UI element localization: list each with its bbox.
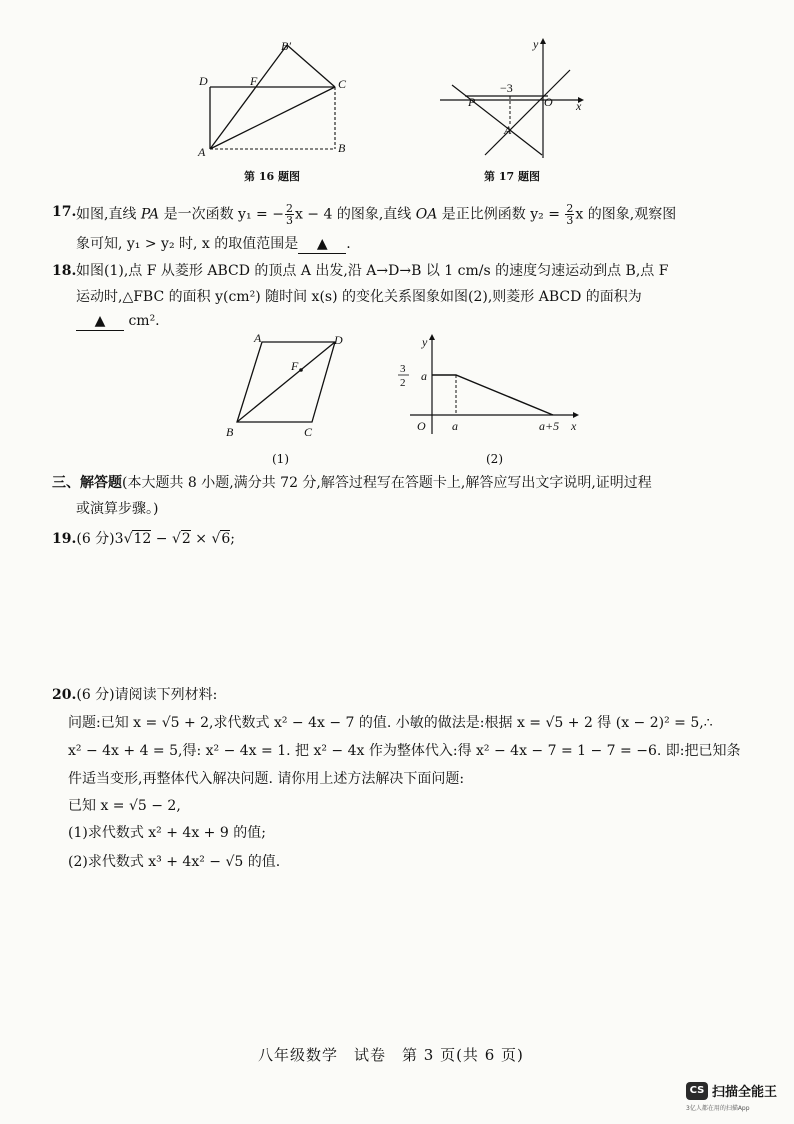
fig18-2-label-a-y: a: [421, 369, 427, 383]
fig18-1-label-B: B: [226, 425, 234, 439]
fig18-1-label-D: D: [334, 333, 343, 347]
page-footer: 八年级数学 试卷 第 3 页(共 6 页): [258, 1046, 524, 1064]
section3-line2: 或演算步骤。): [76, 501, 159, 517]
fig18-2-x-arrow: [573, 412, 579, 418]
figure-18-2: [395, 330, 595, 440]
q19: 19.(6 分)3√12 − √2 × √6;: [52, 531, 235, 547]
q20-para-1: 问题:已知 x = √5 + 2,求代数式 x² − 4x − 7 的值. 小敏的做法是:根据 x = √5 + 2 得 (x − 2)² = 5,∴: [68, 715, 713, 731]
q19-radicand-2: 2: [181, 531, 191, 547]
q17-text-line2: 象可知, y₁ > y₂ 时, x 的取值范围是: [76, 236, 299, 252]
fig17-line-OA: [485, 70, 570, 155]
figure-18-1: [220, 330, 360, 440]
q17-text-end: .: [346, 236, 351, 252]
section3-title: 三、解答题: [52, 475, 122, 491]
q20-number: 20.: [52, 687, 77, 703]
fig16-label-D: D: [199, 74, 208, 88]
q19-radicand-1: 12: [133, 531, 152, 547]
q17-text-e: x 的图象,观察图: [575, 206, 677, 223]
q17-line2: [76, 235, 351, 254]
q17-frac1-den: 3: [285, 214, 293, 227]
q17-line1: [76, 203, 676, 226]
q20-para-3: 件适当变形,再整体代入解决问题. 请你用上述方法解决下面问题:: [68, 771, 465, 787]
section3-heading: [52, 474, 652, 492]
q17-text-a: 如图,直线: [76, 206, 141, 223]
q20-intro-text: (6 分)请阅读下列材料:: [76, 687, 218, 703]
q17-answer-blank[interactable]: ▲: [298, 235, 346, 254]
fig17-label-y: y: [533, 37, 539, 51]
q19-minus: −: [151, 531, 172, 547]
fig16-line-AB-prime: [210, 45, 287, 149]
q18-answer-blank[interactable]: ▲: [76, 312, 124, 331]
q20-given: 已知 x = √5 − 2,: [68, 798, 181, 814]
fig16-label-F: F: [250, 74, 258, 88]
q17-number: 17.: [52, 204, 77, 220]
figure-17: [430, 30, 600, 165]
scanner-brand: 扫描全能王: [712, 1085, 778, 1100]
q17-text-oa: OA: [415, 206, 438, 223]
q17-text-pa: PA: [140, 206, 160, 223]
q17-fraction-2: [565, 203, 574, 226]
fig18-1-label-A: A: [254, 331, 262, 345]
scanner-logo: CS: [686, 1082, 708, 1100]
fig18-1-diagonal-BD: [237, 342, 335, 422]
q19-times: ×: [190, 531, 212, 547]
fig18-2-frac-num: 3: [400, 363, 406, 375]
q17-frac1-num: 2: [285, 202, 293, 215]
q18-line2: 运动时,△FBC 的面积 y(cm²) 随时间 x(s) 的变化关系图象如图(2),则菱形 ABCD 的面积为: [76, 289, 642, 305]
fig17-label-x: x: [576, 99, 582, 113]
fig16-caption: 第 16 题图: [244, 170, 300, 183]
fig18-2-label-y: y: [422, 335, 428, 349]
fig17-label-P: P: [468, 95, 476, 109]
fig18-1-label-F: F: [291, 359, 299, 373]
fig18-1-caption: (1): [272, 452, 289, 466]
q20-para-2: x² − 4x + 4 = 5,得: x² − 4x = 1. 把 x² − 4x 作为整体代入:得 x² − 4x − 7 = 1 − 7 = −6. 即:把已知条: [68, 743, 741, 759]
fig17-caption: 第 17 题图: [484, 170, 540, 183]
fig18-2-y-arrow: [429, 334, 435, 340]
fig16-label-C: C: [338, 77, 347, 91]
section3-line1: (本大题共 8 小题,满分共 72 分,解答过程写在答题卡上,解答应写出文字说明,证明过程: [122, 475, 652, 491]
fig18-2-label-a-x: a: [452, 419, 458, 433]
fig18-1-label-C: C: [304, 425, 313, 439]
q17-frac2-num: 2: [566, 202, 574, 215]
q18-line1: 如图(1),点 F 从菱形 ABCD 的顶点 A 出发,沿 A→D→B 以 1 cm/s 的速度匀速运动到点 B,点 F: [76, 263, 669, 279]
fig18-2-label-a5: a+5: [539, 419, 560, 433]
q19-number: 19.: [52, 531, 77, 547]
fig16-label-B: B: [338, 141, 346, 155]
fig17-y-arrow: [540, 38, 546, 44]
q19-radicand-3: 6: [221, 531, 231, 547]
fig18-2-label-O: O: [417, 419, 426, 433]
q19-end: ;: [230, 531, 235, 547]
q20-intro: [52, 686, 217, 704]
q17-fraction-1: [285, 203, 294, 226]
fig18-2-frac-den: 2: [400, 377, 406, 389]
q18-line3: [76, 312, 160, 331]
fig18-1-point-F: [299, 368, 303, 372]
fig16-label-A: A: [198, 145, 206, 159]
scanner-tagline: 3亿人都在用的扫描App: [686, 1105, 750, 1112]
fig18-2-graph: [432, 375, 553, 415]
q17-text-d: 是正比例函数 y₂ =: [437, 206, 565, 223]
fig18-2-caption: (2): [486, 452, 503, 466]
fig17-label-A: A: [504, 123, 512, 137]
q17-frac2-den: 3: [566, 214, 574, 227]
fig16-label-B-prime: B′: [281, 39, 291, 53]
fig17-label-neg3: −3: [500, 81, 513, 95]
q19-coef: 3: [114, 531, 124, 547]
q20-sub-2: (2)求代数式 x³ + 4x² − √5 的值.: [68, 854, 281, 870]
figure-16: [190, 30, 370, 170]
q18-unit: cm².: [128, 313, 160, 329]
q20-sub-1: (1)求代数式 x² + 4x + 9 的值;: [68, 825, 266, 841]
fig16-line-AC: [210, 87, 335, 149]
fig16-line-B-prime-C: [287, 45, 335, 87]
q17-text-c: x − 4 的图象,直线: [294, 206, 416, 223]
q17-text-b: 是一次函数 y₁ = −: [159, 206, 284, 223]
fig17-label-O: O: [544, 95, 553, 109]
q18-number: 18.: [52, 263, 77, 279]
fig18-2-label-x: x: [571, 419, 577, 433]
q19-points: (6 分): [76, 531, 115, 547]
